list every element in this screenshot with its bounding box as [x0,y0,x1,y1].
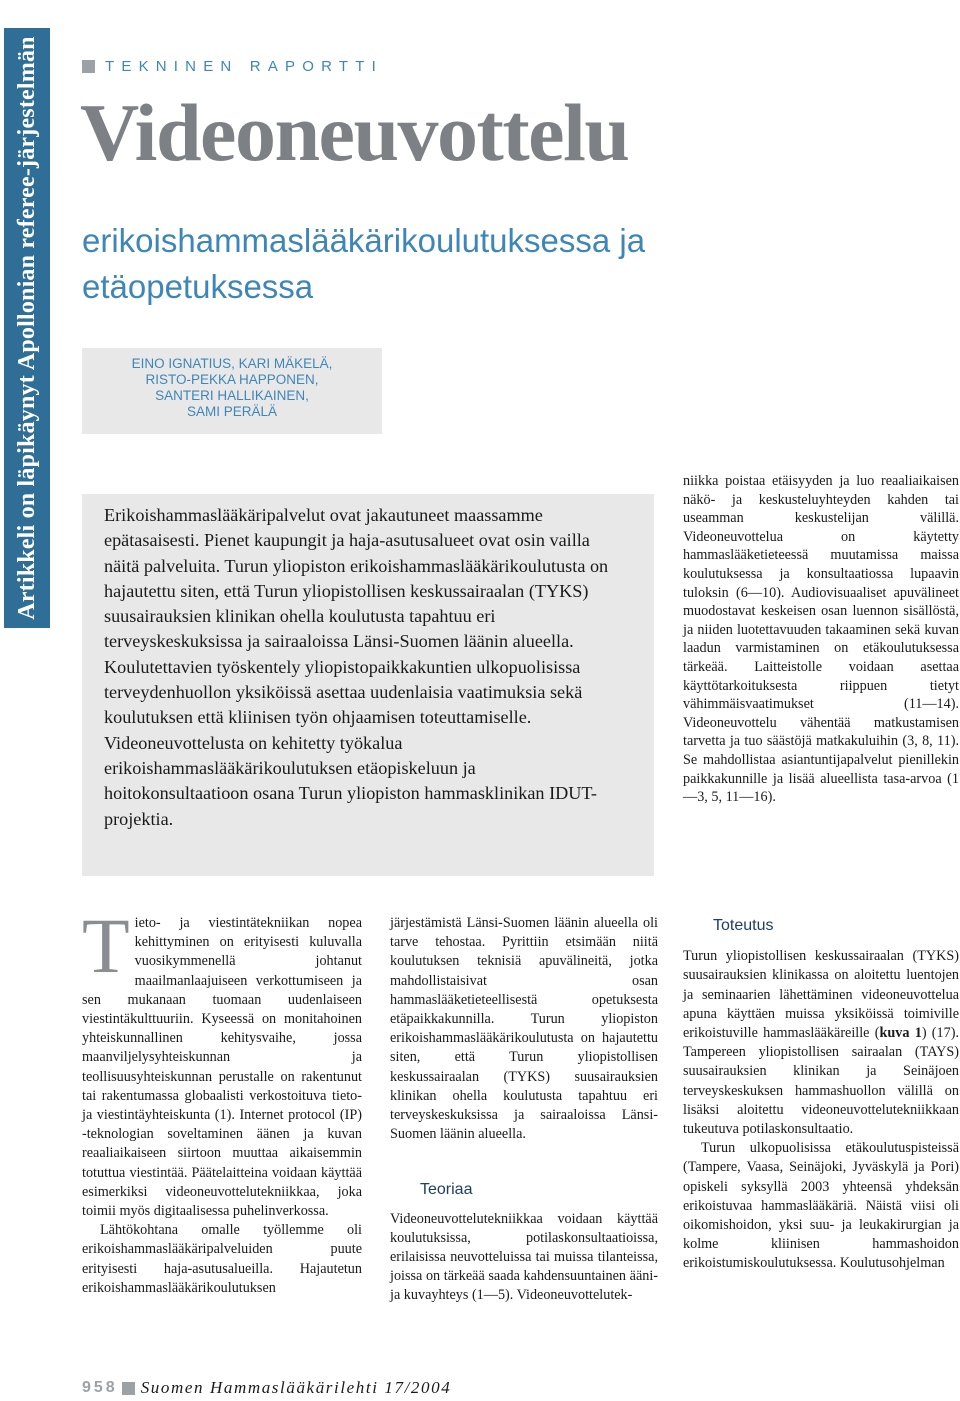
article-title: Videoneuvottelu [80,87,629,178]
author-line: RISTO-PEKKA HAPPONEN, [145,372,319,387]
page-number: 958 [82,1379,118,1396]
column-1-paragraph-1-text: ieto- ja viestintätekniikan nopea kehittyminen on erityisesti kuluvalla vuosikymmenellä johtanut maailmanlaajuiseen verkottumiseen ja sen mukanaan tuomaan uudenlaiseen viestintäkulttuuriin. Kyseessä on monitahoinen yhteiskunnallinen kehitysvaihe, jossa maanviljelysyhteiskunnan ja teollisuusyhteiskunnan perustalle on rakentunut tai rakentumassa globaalisti verkostoituva tieto- ja viestintäyhteiskunta (1). Internet protocol (IP) -teknologian soveltaminen äänen ja kuvan reaaliaikaiseen siirtoon muuttaa aikaisemmin totuttua viestintää. Päätelaitteina voidaan käyttää esimerkiksi videoneuvottelutekniikkaa, joka toimii myös digitaalisessa puhelinverkossa. [82,915,362,1220]
figure-reference: kuva 1 [879,1025,922,1042]
author-box [82,348,382,434]
column-2-paragraph-2: Videoneuvottelutekniikkaa voidaan käyttää koulutuksissa, potilaskonsultaatioissa, erilaisissa neuvotteluissa tai muissa tilanteissa, joissa on tärkeää saada kahdensuuntainen ääni- ja kuvayhteys (1—5). Videoneuvottelutek- [390,1210,658,1304]
body-column-1 [82,902,362,1298]
referee-sidebar [4,28,50,628]
square-marker-icon [82,60,95,73]
referee-notice: Artikkeli on läpikäynyt Apollonian referee-järjestelmän [13,36,40,620]
section-label-text: TEKNINEN RAPORTTI [105,58,383,75]
square-marker-icon [122,1382,135,1395]
column-1-paragraph-2: Lähtökohtana omalle työllemme oli erikoishammaslääkäripalveluiden puute erityisesti haja-asutusalueilla. Hajautetun erikoishammaslääkärikoulutuksen [82,1222,362,1296]
section-heading-implementation: Toteutus [713,917,774,934]
drop-cap: T [82,902,130,989]
right-column-intro [683,472,959,807]
author-line: SAMI PERÄLÄ [186,404,278,419]
column-3-paragraph-1: Turun yliopistollisen keskussairaalan (TYKS) suusairauksien klinikassa on aloitettu luentojen ja seminaarien lähettäminen videoneuvottelua apuna käyttäen muissa yksiköissä toimiville erikoistuville hammaslääkäreille (kuva 1) (17). Tampereen yliopistollisen sairaalan (TAYS) suusairauksien klinikan ja Seinäjoen terveyskeskuksen hammashuollon välillä on lisäksi aloitettu videoneuvottelutekniikkaan tukeutuva potilaskonsultaatio. [683,948,959,1138]
author-line: SANTERI HALLIKAINEN, [155,388,309,403]
abstract-text: Erikoishammaslääkäripalvelut ovat jakautuneet maassamme epätasaisesti. Pienet kaupungit ja haja-asutusalueet ovat osin vailla näitä palveluita. Turun yliopiston erikoishammaslääkärikoulutusta on hajautettu siten, että Turun yliopistollisen keskussairaalan (TYKS) suusairauksien klinikan ohella koulutusta tapahtuu eri terveyskeskuksissa ja sairaaloissa Länsi-Suomen läänin alueella. Koulutettavien työskentely yliopistopaikkakuntien ulkopuolisissa terveydenhuollon yksiköissä asettaa uudenlaisia vaatimuksia sekä koulutuksen että kliinisen työn ohjaamisen toteuttamiselle. Videoneuvottelusta on kehitetty työkalua erikoishammaslääkärikoulutuksen etäopiskeluun ja hoitokonsultaatioon osana Turun yliopiston hammasklinikan IDUT-projektia. [104,505,609,829]
column-3-paragraph-2: Turun ulkopuolisissa etäkoulutuspisteissä (Tampere, Vaasa, Seinäjoki, Jyväskylä ja Pori) opiskeli syksyllä 2003 yhteensä yhdeksän erikoistuvaa hammaslääkäriä. Näistä viisi oli oikomishoidon, yksi suu- ja leukakirurgian ja kolme kliinisen hammashoidon erikoistumiskoulutuksessa. Koulutusohjelman [683,1140,959,1272]
section-label [82,58,383,75]
body-column-2 [390,914,658,1306]
column-1-paragraph-1 [82,902,362,1221]
column-2-paragraph-1: järjestämistä Länsi-Suomen läänin alueella oli tarve tehostaa. Pyrittiin etsimään niitä koulutuksen teknisiä apuvälineitä, jotka mahdollistaisivat osan hammaslääketieteellisestä opetuksesta etäpaikkakunnilla. Turun yliopiston erikoishammaslääkärikoulutusta on hajautettu siten, että Turun yliopistollisen keskussairaalan (TYKS) suusairauksien klinikan ohella koulutusta tapahtuu eri terveyskeskuksissa ja sairaaloissa Länsi-Suomen läänin alueella. [390,915,658,1143]
journal-name: Suomen Hammaslääkärilehti 17/2004 [140,1378,452,1397]
right-column-paragraph: niikka poistaa etäisyyden ja luo reaaliaikaisen näkö- ja keskusteluyhteyden kahden tai useamman keskustelijan välillä. Videoneuvottelua on käytetty hammaslääketieteessä muutamissa maissa koulutuksessa ja konsultaatiossa lupaavin tuloksin (6—10). Audiovisuaaliset apuvälineet muodostavat keskeisen osan luennon sisällöstä, ja niiden luotettavuuden takaaminen sekä kuvan laadun varmistaminen on etäkoulutuksessa tärkeää. Laitteistolle voidaan asettaa käyttötarkoituksesta riippuen tietyt vähimmäisvaatimukset (11—14). Videoneuvottelu vähentää matkustamisen tarvetta ja tuo säästöjä matkakuluihin (3, 8, 11). Se mahdollistaa asiantuntijapalvelut pienillekin paikkakunnille ja lisää alueellista tasa-arvoa (1—3, 5, 11—16). [683,473,959,806]
section-heading-theory: Teoriaa [420,1181,473,1199]
body-column-3 [683,916,959,1274]
author-line: EINO IGNATIUS, KARI MÄKELÄ, [131,356,333,371]
page-footer [82,1378,451,1398]
article-subtitle: erikoishammaslääkärikoulutuksessa ja etäopetuksessa [82,222,646,305]
